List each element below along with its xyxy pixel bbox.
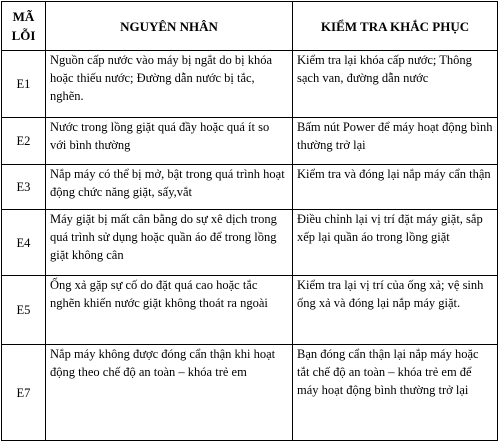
error-code: E1 <box>2 51 46 118</box>
error-code: E2 <box>2 118 46 165</box>
table-header-row <box>2 2 498 51</box>
error-code-table <box>1 1 498 441</box>
error-code: E7 <box>2 345 46 441</box>
table-row <box>2 165 498 210</box>
table-row <box>2 345 498 441</box>
cause-cell: Ống xả gặp sự cố do đặt quá cao hoặc tắc nghẽn khiến nước giặt không thoát ra ngoài <box>46 276 293 345</box>
error-code: E5 <box>2 276 46 345</box>
fix-cell: Bấm nút Power để máy hoạt động bình thường trở lại <box>293 118 498 165</box>
error-code: E4 <box>2 210 46 276</box>
header-fix: KIỂM TRA KHẮC PHỤC <box>293 2 498 51</box>
fix-cell: Bạn đóng cẩn thận lại nắp máy hoặc tắt chế độ an toàn – khóa trẻ em để máy hoạt động bình thường trở lại <box>293 345 498 441</box>
cause-cell: Máy giặt bị mất cân bằng do sự xê dịch trong quá trình sử dụng hoặc quần áo để trong lồng giặt không cân <box>46 210 293 276</box>
table-row <box>2 276 498 345</box>
fix-cell: Kiểm tra lại khóa cấp nước; Thông sạch van, đường dẫn nước <box>293 51 498 118</box>
table-row <box>2 118 498 165</box>
error-code: E3 <box>2 165 46 210</box>
table-row <box>2 210 498 276</box>
header-error-code: MÃ LỖI <box>2 2 46 51</box>
fix-cell: Kiểm tra lại vị trí của ống xả; vệ sinh ống xả và đóng lại nắp máy giặt. <box>293 276 498 345</box>
cause-cell: Nước trong lồng giặt quá đầy hoặc quá ít so với bình thường <box>46 118 293 165</box>
table-row <box>2 51 498 118</box>
cause-cell: Nắp máy không được đóng cẩn thận khi hoạt động theo chế độ an toàn – khóa trẻ em <box>46 345 293 441</box>
cause-cell: Nguồn cấp nước vào máy bị ngắt do bị khóa hoặc thiếu nước; Đường dẫn nước bị tắc, nghẽn. <box>46 51 293 118</box>
fix-cell: Điều chỉnh lại vị trí đặt máy giặt, sắp xếp lại quần áo trong lồng giặt <box>293 210 498 276</box>
cause-cell: Nắp máy có thể bị mở, bật trong quá trình hoạt động chức năng giặt, sấy,vắt <box>46 165 293 210</box>
fix-cell: Kiểm tra và đóng lại nắp máy cẩn thận <box>293 165 498 210</box>
header-cause: NGUYÊN NHÂN <box>46 2 293 51</box>
